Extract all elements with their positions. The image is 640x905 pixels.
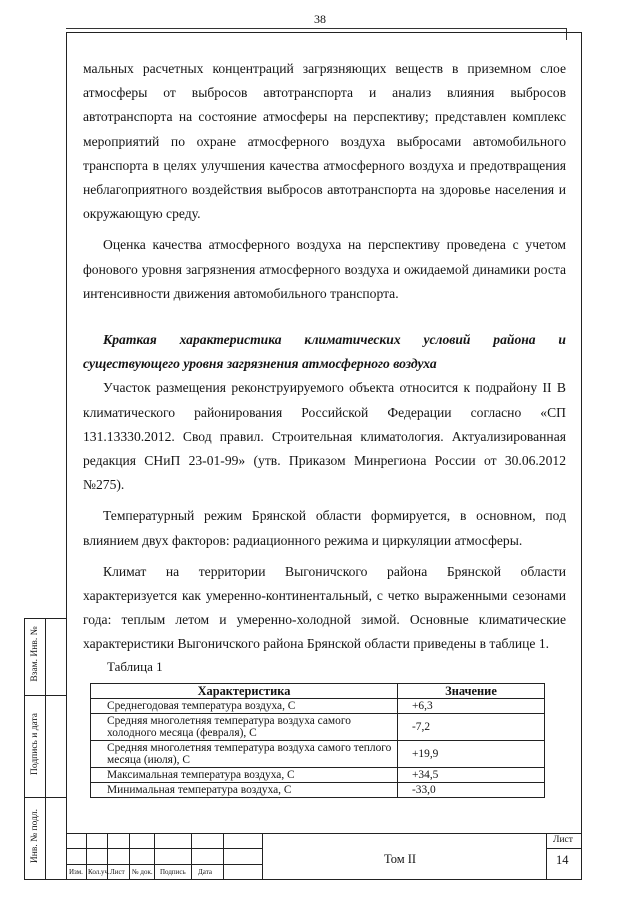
paragraph-3: Участок размещения реконструируемого объекта относится к подрайону II В климатического районирования Российской Федерации согласно «СП 131.13330.2012. Свод правил. Строительная климатология. Актуализированная редакция СНиП 23-01-99» (утв. Приказом Минрегиона России от 30.06.2012 №275). bbox=[83, 380, 566, 493]
cell-characteristic: Среднегодовая температура воздуха, С bbox=[91, 699, 398, 714]
top-rule bbox=[66, 28, 566, 29]
stamp-signature-label: Подпись bbox=[160, 868, 186, 876]
volume-title: Том II bbox=[384, 852, 417, 866]
paragraph-1: мальных расчетных концентраций загрязняющих веществ в приземном слое атмосферы от выбросов автотранспорта и анализ влияния выбросов автотранспорта на состояние атмосферы на перспективу; представлен комплекс мероприятий по охране атмосферного воздуха выбросами автомобильного транспорта в целях улучшения качества атмосферного воздуха и предотвращения неблагоприятного воздействия выбросов автотранспорта на здоровье населения и окружающую среду. bbox=[83, 61, 566, 222]
stamp-kol-label: Кол.уч. bbox=[88, 868, 110, 876]
header-value: Значение bbox=[398, 684, 545, 699]
sidebar-signature-date-label: Подпись и дата bbox=[30, 713, 40, 776]
header-characteristic: Характеристика bbox=[91, 684, 398, 699]
stamp-list-label: Лист bbox=[110, 868, 125, 876]
cell-value: +34,5 bbox=[398, 768, 545, 783]
sheet-label: Лист bbox=[553, 835, 573, 845]
cell-value: -33,0 bbox=[398, 783, 545, 798]
paragraph-5: Климат на территории Выгоничского района Брянской области характеризуется как умеренно-континентальный, с четко выраженными сезонами года: теплым летом и умеренно-холодной зимой. Основные климатические характеристики Выгоничского района Брянской области приведены в таблице 1. bbox=[83, 563, 566, 652]
title-block bbox=[66, 833, 582, 880]
page-number: 38 bbox=[314, 12, 326, 26]
sheet-number: 14 bbox=[556, 853, 569, 867]
cell-characteristic: Минимальная температура воздуха, С bbox=[91, 783, 398, 798]
section-heading: Краткая характеристика климатических условий района и существующего уровня загрязнения атмосферного воздуха bbox=[83, 332, 566, 372]
table-row bbox=[91, 714, 545, 741]
table-header-row bbox=[91, 684, 545, 699]
cell-characteristic: Максимальная температура воздуха, С bbox=[91, 768, 398, 783]
document-body bbox=[83, 57, 566, 657]
climate-table bbox=[90, 683, 545, 798]
cell-value: -7,2 bbox=[398, 714, 545, 741]
stamp-ndok-label: № док. bbox=[132, 868, 153, 876]
cell-characteristic: Средняя многолетняя температура воздуха самого теплого месяца (июля), С bbox=[91, 741, 398, 768]
stamp-date-label: Дата bbox=[198, 868, 212, 876]
sidebar-vzam-label: Взам. Инв. № bbox=[30, 626, 40, 682]
table-row bbox=[91, 768, 545, 783]
sidebar-inventory-label: Инв. № подл. bbox=[30, 808, 40, 864]
table-row bbox=[91, 783, 545, 798]
table-caption: Таблица 1 bbox=[107, 659, 163, 674]
table-row bbox=[91, 741, 545, 768]
table-row bbox=[91, 699, 545, 714]
cell-characteristic: Средняя многолетняя температура воздуха самого холодного месяца (февраля), С bbox=[91, 714, 398, 741]
paragraph-2: Оценка качества атмосферного воздуха на перспективу проведена с учетом фонового уровня загрязнения атмосферного воздуха и ожидаемой динамики роста интенсивности движения автомобильного транспорта. bbox=[83, 237, 566, 301]
cell-value: +19,9 bbox=[398, 741, 545, 768]
left-sidebar-stamp bbox=[24, 618, 66, 880]
paragraph-4: Температурный режим Брянской области формируется, в основном, под влиянием двух факторов: радиационного режима и циркуляции атмосферы. bbox=[83, 508, 566, 548]
cell-value: +6,3 bbox=[398, 699, 545, 714]
stamp-izm-label: Изм. bbox=[69, 868, 83, 876]
